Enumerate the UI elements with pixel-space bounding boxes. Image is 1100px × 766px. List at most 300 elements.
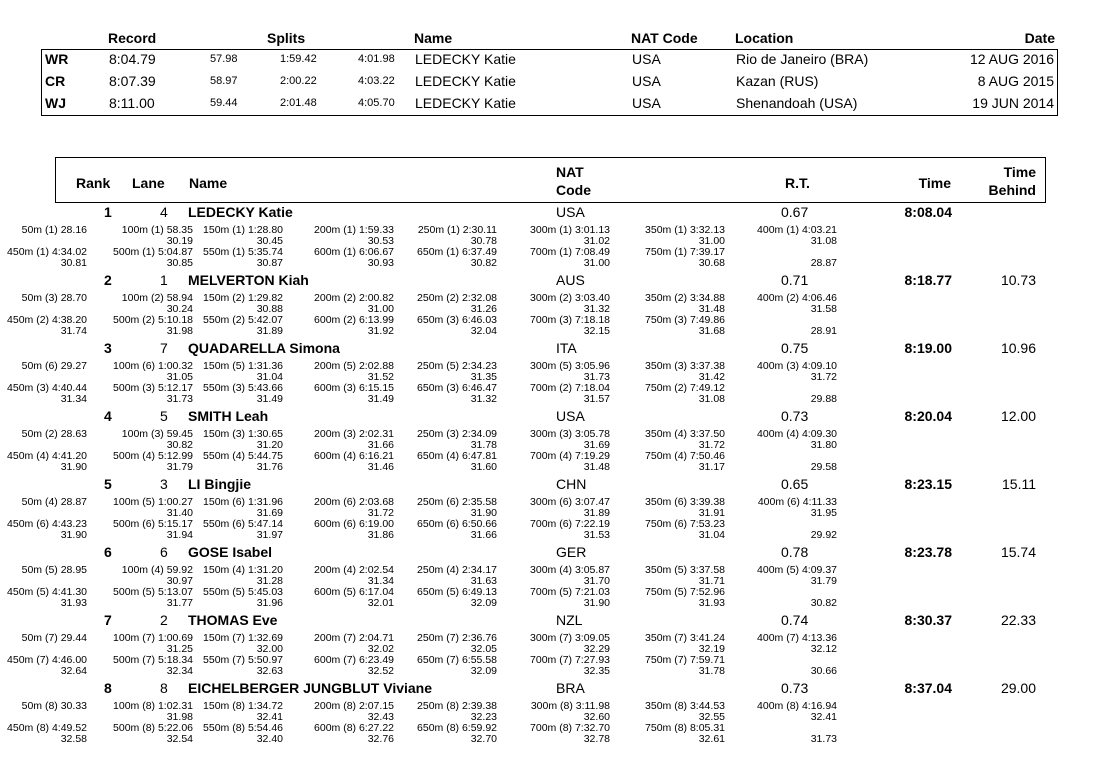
split-cell bbox=[645, 383, 725, 405]
split-cumulative: 250m (5) 2:34.23 bbox=[417, 360, 497, 372]
split-lap: 31.00 bbox=[583, 257, 610, 269]
split-lap: 31.69 bbox=[583, 439, 610, 451]
split-cumulative: 750m (4) 7:50.46 bbox=[645, 450, 725, 462]
split-cumulative: 700m (6) 7:22.19 bbox=[530, 518, 610, 530]
athlete-nat: USA bbox=[556, 408, 585, 424]
split-cumulative: 650m (6) 6:50.66 bbox=[417, 518, 497, 530]
split-cell bbox=[203, 451, 283, 473]
athlete-time-behind: 12.00 bbox=[1000, 408, 1036, 424]
split-lap: 32.41 bbox=[256, 711, 283, 723]
split-lap: 31.20 bbox=[256, 439, 283, 451]
split-cell bbox=[417, 247, 497, 269]
split-cumulative: 750m (6) 7:53.23 bbox=[645, 518, 725, 530]
split-cell bbox=[417, 361, 497, 383]
split-cumulative: 450m (1) 4:34.02 bbox=[7, 246, 87, 258]
athlete-name: EICHELBERGER JUNGBLUT Viviane bbox=[188, 680, 433, 696]
split-lap: 30.68 bbox=[698, 257, 725, 269]
athlete-result bbox=[0, 408, 1100, 476]
split-cumulative: 150m (7) 1:32.69 bbox=[203, 632, 283, 644]
split-cell bbox=[22, 225, 87, 247]
split-cell bbox=[122, 429, 193, 451]
split-cumulative: 550m (7) 5:50.97 bbox=[203, 654, 283, 666]
split-cell bbox=[7, 383, 87, 405]
split-lap: 30.88 bbox=[256, 303, 283, 315]
split-lap: 31.25 bbox=[166, 643, 193, 655]
record-time: 8:07.39 bbox=[109, 73, 156, 89]
split-cumulative: 100m (5) 1:00.27 bbox=[113, 496, 193, 508]
split-lap: 32.64 bbox=[60, 665, 87, 677]
athlete-name: LEDECKY Katie bbox=[188, 204, 293, 220]
split-cumulative: 200m (2) 2:00.82 bbox=[314, 292, 394, 304]
split-cumulative: 550m (8) 5:54.46 bbox=[203, 722, 283, 734]
code-header: Code bbox=[556, 182, 591, 198]
split-cell bbox=[530, 247, 610, 269]
time-header: Time bbox=[918, 175, 951, 191]
athlete-nat: AUS bbox=[556, 272, 585, 288]
athlete-lane: 5 bbox=[160, 408, 168, 424]
split-cell bbox=[530, 519, 610, 541]
split-lap: 32.09 bbox=[470, 597, 497, 609]
record-split: 2:01.48 bbox=[280, 97, 317, 109]
record-header: Record bbox=[108, 30, 157, 46]
athlete-nat: BRA bbox=[556, 680, 585, 696]
split-cumulative: 350m (4) 3:37.50 bbox=[645, 428, 725, 440]
athlete-name: MELVERTON Kiah bbox=[188, 272, 309, 288]
split-cumulative: 500m (4) 5:12.99 bbox=[113, 450, 193, 462]
split-cell bbox=[203, 293, 283, 315]
split-cumulative: 300m (8) 3:11.98 bbox=[530, 700, 610, 712]
split-lap: 31.94 bbox=[166, 529, 193, 541]
split-lap: 31.58 bbox=[810, 303, 837, 315]
split-cumulative: 650m (3) 6:46.03 bbox=[417, 314, 497, 326]
athlete-nat: ITA bbox=[556, 340, 577, 356]
split-cell bbox=[417, 587, 497, 609]
split-lap: 31.86 bbox=[367, 529, 394, 541]
split-cell bbox=[113, 497, 193, 519]
athlete-name: LI Bingjie bbox=[188, 476, 251, 492]
split-lap: 31.72 bbox=[810, 371, 837, 383]
split-cumulative: 600m (5) 6:17.04 bbox=[314, 586, 394, 598]
split-lap: 31.79 bbox=[810, 575, 837, 587]
split-cell bbox=[645, 247, 725, 269]
athlete-rt: 0.78 bbox=[781, 544, 809, 560]
split-cell bbox=[530, 723, 610, 745]
split-cell bbox=[417, 315, 497, 337]
athlete-lane: 4 bbox=[160, 204, 168, 220]
split-lap: 32.15 bbox=[583, 325, 610, 337]
split-cell bbox=[811, 519, 837, 541]
split-cumulative: 650m (1) 6:37.49 bbox=[417, 246, 497, 258]
split-cell bbox=[113, 361, 193, 383]
split-lap: 32.58 bbox=[60, 733, 87, 745]
split-cell bbox=[314, 723, 394, 745]
split-lap: 30.93 bbox=[367, 257, 394, 269]
split-cell bbox=[757, 701, 837, 723]
split-lap: 31.80 bbox=[810, 439, 837, 451]
split-cumulative: 500m (6) 5:15.17 bbox=[113, 518, 193, 530]
split-cell bbox=[811, 451, 837, 473]
split-cell bbox=[314, 293, 394, 315]
split-cell bbox=[530, 633, 610, 655]
split-cell bbox=[122, 225, 193, 247]
split-cumulative: 650m (8) 6:59.92 bbox=[417, 722, 497, 734]
split-lap: 31.32 bbox=[470, 393, 497, 405]
athlete-rt: 0.65 bbox=[781, 476, 809, 492]
split-cell bbox=[314, 315, 394, 337]
split-cell bbox=[417, 723, 497, 745]
split-cumulative: 350m (7) 3:41.24 bbox=[645, 632, 725, 644]
split-lap: 31.72 bbox=[367, 507, 394, 519]
split-cell bbox=[113, 655, 193, 677]
split-cell bbox=[203, 429, 283, 451]
split-cell bbox=[757, 293, 837, 315]
split-cumulative: 350m (8) 3:44.53 bbox=[645, 700, 725, 712]
split-cell bbox=[417, 655, 497, 677]
split-cell bbox=[530, 315, 610, 337]
split-cumulative: 350m (3) 3:37.38 bbox=[645, 360, 725, 372]
record-split: 58.97 bbox=[210, 75, 238, 87]
split-lap: 31.49 bbox=[367, 393, 394, 405]
athlete-name: GOSE Isabel bbox=[188, 544, 273, 560]
athlete-rank: 6 bbox=[104, 544, 112, 560]
athlete-lane: 3 bbox=[160, 476, 168, 492]
split-lap: 32.23 bbox=[470, 711, 497, 723]
split-cumulative: 600m (2) 6:13.99 bbox=[314, 314, 394, 326]
split-cumulative: 200m (6) 2:03.68 bbox=[314, 496, 394, 508]
split-cell bbox=[203, 497, 283, 519]
split-lap: 31.04 bbox=[256, 371, 283, 383]
split-cumulative: 400m (3) 4:09.10 bbox=[757, 360, 837, 372]
split-cell bbox=[645, 587, 725, 609]
split-cell bbox=[203, 519, 283, 541]
split-lap: 31.05 bbox=[166, 371, 193, 383]
split-lap: 32.52 bbox=[367, 665, 394, 677]
record-location: Shenandoah (USA) bbox=[736, 95, 858, 111]
split-cell bbox=[22, 633, 87, 655]
split-cell bbox=[530, 655, 610, 677]
record-split: 4:01.98 bbox=[358, 53, 395, 65]
rt-header: R.T. bbox=[785, 175, 810, 191]
split-lap: 31.48 bbox=[583, 461, 610, 473]
split-cumulative: 550m (6) 5:47.14 bbox=[203, 518, 283, 530]
athlete-lane: 2 bbox=[160, 612, 168, 628]
split-lap: 31.70 bbox=[583, 575, 610, 587]
split-cell bbox=[530, 361, 610, 383]
split-cell bbox=[530, 565, 610, 587]
athlete-time: 8:23.15 bbox=[904, 476, 952, 492]
split-cumulative: 100m (6) 1:00.32 bbox=[113, 360, 193, 372]
split-cell bbox=[314, 451, 394, 473]
split-cell bbox=[417, 497, 497, 519]
split-cumulative: 250m (8) 2:39.38 bbox=[417, 700, 497, 712]
split-cell bbox=[757, 565, 837, 587]
split-cell bbox=[203, 247, 283, 269]
athlete-lane: 1 bbox=[160, 272, 168, 288]
split-cell bbox=[645, 429, 725, 451]
split-lap: 31.28 bbox=[256, 575, 283, 587]
split-lap: 31.98 bbox=[166, 711, 193, 723]
split-cumulative: 150m (1) 1:28.80 bbox=[203, 224, 283, 236]
split-cell bbox=[645, 655, 725, 677]
split-cell bbox=[645, 315, 725, 337]
split-lap: 32.29 bbox=[583, 643, 610, 655]
split-cumulative: 150m (3) 1:30.65 bbox=[203, 428, 283, 440]
split-cumulative: 100m (8) 1:02.31 bbox=[113, 700, 193, 712]
split-cell bbox=[22, 293, 87, 315]
split-cell bbox=[203, 565, 283, 587]
split-lap: 31.79 bbox=[166, 461, 193, 473]
split-cumulative: 250m (7) 2:36.76 bbox=[417, 632, 497, 644]
split-lap: 31.26 bbox=[470, 303, 497, 315]
split-cell bbox=[530, 429, 610, 451]
athlete-time: 8:19.00 bbox=[904, 340, 952, 356]
split-lap: 31.66 bbox=[470, 529, 497, 541]
split-lap: 32.60 bbox=[583, 711, 610, 723]
split-cell bbox=[203, 587, 283, 609]
athlete-nat: NZL bbox=[556, 612, 583, 628]
split-cell bbox=[314, 565, 394, 587]
split-cumulative: 600m (6) 6:19.00 bbox=[314, 518, 394, 530]
split-lap: 31.52 bbox=[367, 371, 394, 383]
split-lap: 32.55 bbox=[698, 711, 725, 723]
split-lap: 30.87 bbox=[256, 257, 283, 269]
split-cell bbox=[203, 633, 283, 655]
split-cumulative: 200m (8) 2:07.15 bbox=[314, 700, 394, 712]
split-cell bbox=[7, 655, 87, 677]
split-lap: 32.01 bbox=[367, 597, 394, 609]
split-cumulative: 200m (7) 2:04.71 bbox=[314, 632, 394, 644]
date-header: Date bbox=[1024, 30, 1055, 46]
split-cell bbox=[530, 293, 610, 315]
split-lap: 31.92 bbox=[367, 325, 394, 337]
split-cumulative: 100m (3) 59.45 bbox=[121, 428, 193, 440]
record-location: Kazan (RUS) bbox=[736, 73, 819, 89]
split-lap: 31.90 bbox=[470, 507, 497, 519]
split-cell bbox=[113, 315, 193, 337]
split-lap: 31.74 bbox=[60, 325, 87, 337]
split-cumulative: 550m (1) 5:35.74 bbox=[203, 246, 283, 258]
split-cell bbox=[417, 293, 497, 315]
split-cumulative: 750m (1) 7:39.17 bbox=[645, 246, 725, 258]
split-cell bbox=[645, 519, 725, 541]
split-lap: 32.43 bbox=[367, 711, 394, 723]
split-lap: 30.19 bbox=[166, 235, 193, 247]
split-cell bbox=[811, 247, 837, 269]
split-lap: 31.02 bbox=[583, 235, 610, 247]
split-lap: 32.63 bbox=[256, 665, 283, 677]
split-lap: 29.58 bbox=[810, 461, 837, 473]
split-lap: 31.48 bbox=[698, 303, 725, 315]
name-header: Name bbox=[414, 30, 453, 46]
athlete-rank: 8 bbox=[104, 680, 112, 696]
split-cell bbox=[22, 361, 87, 383]
record-row bbox=[42, 49, 1057, 71]
record-nat: USA bbox=[632, 73, 661, 89]
split-lap: 32.70 bbox=[470, 733, 497, 745]
split-cumulative: 450m (5) 4:41.30 bbox=[7, 586, 87, 598]
split-lap: 31.34 bbox=[60, 393, 87, 405]
split-cell bbox=[314, 361, 394, 383]
location-header: Location bbox=[735, 30, 794, 46]
split-cell bbox=[314, 655, 394, 677]
split-cell bbox=[531, 701, 610, 723]
split-lap: 32.35 bbox=[583, 665, 610, 677]
split-lap: 30.85 bbox=[166, 257, 193, 269]
split-cumulative: 100m (4) 59.92 bbox=[121, 564, 193, 576]
split-cumulative: 50m (4) 28.87 bbox=[21, 496, 87, 508]
split-cumulative: 450m (7) 4:46.00 bbox=[7, 654, 87, 666]
split-cell bbox=[314, 225, 394, 247]
split-cumulative: 200m (5) 2:02.88 bbox=[314, 360, 394, 372]
athlete-time: 8:30.37 bbox=[904, 612, 952, 628]
split-cell bbox=[417, 701, 497, 723]
split-lap: 31.89 bbox=[256, 325, 283, 337]
split-cumulative: 550m (4) 5:44.75 bbox=[203, 450, 283, 462]
split-cumulative: 150m (6) 1:31.96 bbox=[203, 496, 283, 508]
split-cumulative: 650m (5) 6:49.13 bbox=[417, 586, 497, 598]
split-cell bbox=[811, 383, 837, 405]
split-cell bbox=[203, 361, 283, 383]
athlete-time: 8:08.04 bbox=[904, 204, 952, 220]
split-lap: 31.71 bbox=[698, 575, 725, 587]
split-cell bbox=[530, 383, 610, 405]
split-cell bbox=[203, 655, 283, 677]
split-lap: 31.57 bbox=[583, 393, 610, 405]
split-lap: 30.82 bbox=[810, 597, 837, 609]
split-cumulative: 650m (3) 6:46.47 bbox=[417, 382, 497, 394]
split-cell bbox=[757, 633, 837, 655]
split-cell bbox=[417, 383, 497, 405]
split-lap: 31.66 bbox=[367, 439, 394, 451]
split-cumulative: 200m (1) 1:59.33 bbox=[314, 224, 394, 236]
split-cell bbox=[203, 315, 283, 337]
split-lap: 31.00 bbox=[698, 235, 725, 247]
split-lap: 31.89 bbox=[583, 507, 610, 519]
split-cell bbox=[113, 519, 193, 541]
athlete-time: 8:20.04 bbox=[904, 408, 952, 424]
split-cumulative: 250m (3) 2:34.09 bbox=[417, 428, 497, 440]
split-cumulative: 400m (1) 4:03.21 bbox=[757, 224, 837, 236]
split-lap: 32.05 bbox=[470, 643, 497, 655]
split-lap: 30.82 bbox=[470, 257, 497, 269]
split-cell bbox=[113, 383, 193, 405]
athlete-result bbox=[0, 612, 1100, 680]
split-cumulative: 400m (7) 4:13.36 bbox=[757, 632, 837, 644]
split-cell bbox=[7, 451, 87, 473]
athlete-name: THOMAS Eve bbox=[188, 612, 278, 628]
split-cumulative: 100m (1) 58.35 bbox=[121, 224, 193, 236]
split-cumulative: 700m (5) 7:21.03 bbox=[530, 586, 610, 598]
split-cell bbox=[7, 519, 87, 541]
record-date: 19 JUN 2014 bbox=[972, 95, 1054, 111]
split-cell bbox=[22, 497, 87, 519]
split-lap: 32.19 bbox=[698, 643, 725, 655]
split-cell bbox=[811, 655, 837, 677]
split-cell bbox=[417, 519, 497, 541]
split-lap: 32.54 bbox=[166, 733, 193, 745]
split-lap: 28.87 bbox=[810, 257, 837, 269]
split-cell bbox=[113, 633, 193, 655]
record-date: 12 AUG 2016 bbox=[969, 51, 1054, 67]
split-cell bbox=[530, 587, 610, 609]
split-cumulative: 300m (4) 3:05.87 bbox=[530, 564, 610, 576]
split-cell bbox=[645, 225, 725, 247]
athlete-time-behind: 15.74 bbox=[1000, 544, 1036, 560]
athlete-rt: 0.73 bbox=[781, 680, 809, 696]
split-cell bbox=[417, 451, 497, 473]
split-cell bbox=[22, 565, 87, 587]
split-cell bbox=[113, 451, 193, 473]
split-lap: 31.17 bbox=[698, 461, 725, 473]
split-cell bbox=[645, 497, 725, 519]
name-header: Name bbox=[189, 175, 228, 191]
split-lap: 30.97 bbox=[166, 575, 193, 587]
split-cell bbox=[314, 519, 394, 541]
split-cell bbox=[113, 247, 193, 269]
split-lap: 31.96 bbox=[256, 597, 283, 609]
split-cell bbox=[811, 315, 837, 337]
split-cumulative: 250m (1) 2:30.11 bbox=[417, 224, 497, 236]
split-cumulative: 150m (5) 1:31.36 bbox=[203, 360, 283, 372]
record-date: 8 AUG 2015 bbox=[977, 73, 1054, 89]
split-cell bbox=[811, 587, 837, 609]
split-lap: 31.76 bbox=[256, 461, 283, 473]
split-lap: 31.73 bbox=[166, 393, 193, 405]
split-cell bbox=[757, 361, 837, 383]
split-lap: 31.08 bbox=[810, 235, 837, 247]
split-cumulative: 450m (4) 4:41.20 bbox=[7, 450, 87, 462]
athlete-rt: 0.73 bbox=[781, 408, 809, 424]
split-cell bbox=[530, 451, 610, 473]
split-lap: 31.60 bbox=[470, 461, 497, 473]
athlete-rank: 1 bbox=[104, 204, 112, 220]
rank-header: Rank bbox=[76, 175, 111, 191]
split-cumulative: 550m (5) 5:45.03 bbox=[203, 586, 283, 598]
split-lap: 29.88 bbox=[810, 393, 837, 405]
split-lap: 31.00 bbox=[367, 303, 394, 315]
time-behind-header: Time bbox=[1003, 164, 1036, 180]
athlete-lane: 6 bbox=[160, 544, 168, 560]
split-cumulative: 700m (8) 7:32.70 bbox=[530, 722, 610, 734]
record-split: 1:59.42 bbox=[280, 53, 317, 65]
split-cumulative: 350m (5) 3:37.58 bbox=[645, 564, 725, 576]
split-cumulative: 700m (1) 7:08.49 bbox=[530, 246, 610, 258]
athlete-result bbox=[0, 272, 1100, 340]
split-lap: 31.91 bbox=[698, 507, 725, 519]
split-cell bbox=[811, 723, 837, 745]
athlete-rank: 5 bbox=[104, 476, 112, 492]
record-code: CR bbox=[45, 73, 66, 89]
split-cell bbox=[203, 701, 283, 723]
athlete-rank: 4 bbox=[104, 408, 112, 424]
record-code: WR bbox=[45, 51, 69, 67]
split-cumulative: 500m (7) 5:18.34 bbox=[113, 654, 193, 666]
split-cumulative: 600m (8) 6:27.22 bbox=[314, 722, 394, 734]
split-lap: 31.73 bbox=[583, 371, 610, 383]
athlete-time-behind: 15.11 bbox=[1002, 476, 1036, 492]
athlete-time-behind: 29.00 bbox=[1000, 680, 1036, 696]
split-cell bbox=[645, 565, 725, 587]
split-cumulative: 400m (2) 4:06.46 bbox=[757, 292, 837, 304]
record-name: LEDECKY Katie bbox=[415, 73, 516, 89]
results-header bbox=[55, 157, 1046, 203]
split-cumulative: 650m (7) 6:55.58 bbox=[417, 654, 497, 666]
split-cumulative: 250m (4) 2:34.17 bbox=[417, 564, 497, 576]
split-cumulative: 500m (1) 5:04.87 bbox=[113, 246, 193, 258]
split-cell bbox=[530, 497, 610, 519]
split-cumulative: 600m (7) 6:23.49 bbox=[314, 654, 394, 666]
split-cumulative: 250m (6) 2:35.58 bbox=[417, 496, 497, 508]
